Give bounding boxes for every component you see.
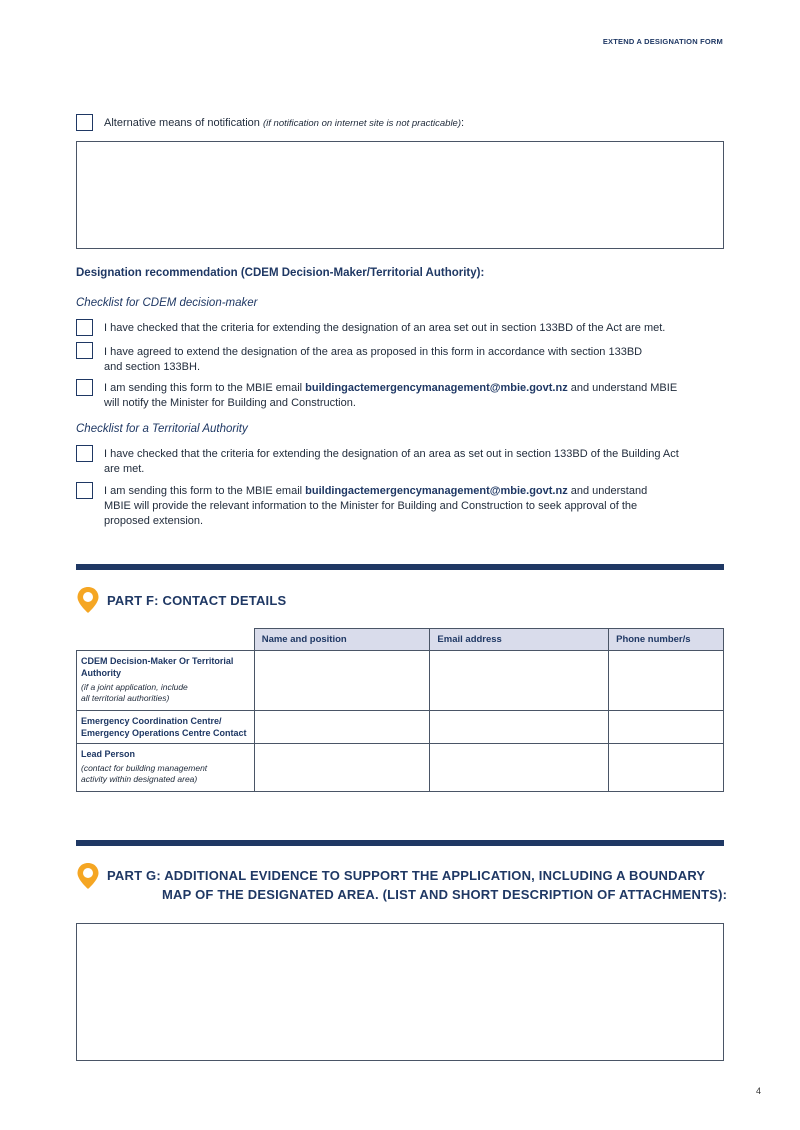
column-header-name: Name and position	[254, 629, 430, 651]
location-pin-icon	[76, 862, 100, 890]
cdem-item-1-text	[104, 321, 665, 336]
column-header-email: Email address	[430, 629, 609, 651]
ta-item-1-text	[104, 447, 679, 477]
cdem-checklist-title: Checklist for CDEM decision-maker	[76, 297, 258, 309]
row-note-lead-line2: activity within designated area)	[81, 774, 198, 784]
row-note-lead-line1: (contact for building management	[81, 763, 208, 773]
lead-phone-cell[interactable]	[609, 744, 724, 792]
table-header-row	[77, 629, 724, 651]
cdem-item-3-post: and understand MBIE	[567, 382, 678, 394]
ecc-email-cell[interactable]	[430, 711, 609, 744]
row-label-ecc	[77, 711, 255, 744]
ta-item-2-line3: proposed extension.	[104, 515, 204, 527]
cdem-name-cell[interactable]	[254, 651, 430, 711]
table-row	[77, 711, 724, 744]
ta-item-2-text	[104, 484, 647, 529]
row-label-lead-line1: Lead Person	[81, 749, 136, 759]
cdem-item-2-line1: I have agreed to extend the designation of the area as proposed in this form in accordance with section 133BD	[104, 346, 643, 358]
cdem-item-2-text	[104, 345, 642, 375]
cdem-item-2-line2: and section 133BH.	[104, 361, 201, 373]
alt-notification-label	[104, 116, 464, 131]
row-label-ecc-line2: Emergency Operations Centre Contact	[81, 728, 247, 738]
part-g-title-line1: PART G: ADDITIONAL EVIDENCE TO SUPPORT THE APPLICATION, INCLUDING A BOUNDARY	[107, 868, 706, 883]
cdem-item-1-line1: I have checked that the criteria for extending the designation of an area set out in section 133BD of the Act are met.	[104, 322, 666, 334]
row-note-cdem-line2: all territorial authorities)	[81, 693, 170, 703]
row-label-cdem	[77, 651, 255, 711]
alt-notification-suffix: :	[461, 117, 465, 129]
lead-name-cell[interactable]	[254, 744, 430, 792]
alt-notification-checkbox[interactable]	[76, 114, 93, 131]
contact-details-table	[76, 628, 724, 792]
cdem-item-3-line2: will notify the Minister for Building and Construction.	[104, 397, 356, 409]
ta-check-2[interactable]	[76, 482, 93, 499]
cdem-check-2[interactable]	[76, 342, 93, 359]
cdem-item-3-text	[104, 381, 677, 411]
row-label-ecc-line1: Emergency Coordination Centre/	[81, 716, 222, 726]
alt-notification-textbox[interactable]	[76, 141, 724, 249]
section-divider-g	[76, 840, 724, 846]
mbie-email-link-2[interactable]: buildingactemergencymanagement@mbie.govt.nz	[305, 485, 568, 497]
cdem-phone-cell[interactable]	[609, 651, 724, 711]
part-g-title-line2: MAP OF THE DESIGNATED AREA. (LIST AND SHORT DESCRIPTION OF ATTACHMENTS):	[162, 887, 728, 902]
alt-notification-text: Alternative means of notification	[104, 117, 260, 129]
row-label-lead	[77, 744, 255, 792]
ta-checklist-title: Checklist for a Territorial Authority	[76, 423, 248, 435]
ecc-name-cell[interactable]	[254, 711, 430, 744]
section-divider-f	[76, 564, 724, 570]
header-blank-cell	[77, 629, 255, 651]
page-number: 4	[756, 1086, 762, 1096]
ta-item-2-line2: MBIE will provide the relevant information to the Minister for Building and Construction to seek approval of the	[104, 500, 638, 512]
ta-item-2-pre: I am sending this form to the MBIE email	[104, 485, 306, 497]
ta-item-1-line1: I have checked that the criteria for extending the designation of an area as set out in section 133BD of the Building Act	[104, 448, 679, 460]
attachments-textbox[interactable]	[76, 923, 724, 1061]
location-pin-icon	[76, 586, 100, 614]
designation-heading: Designation recommendation (CDEM Decision-Maker/Territorial Authority):	[76, 267, 485, 279]
ecc-phone-cell[interactable]	[609, 711, 724, 744]
cdem-email-cell[interactable]	[430, 651, 609, 711]
mbie-email-link[interactable]: buildingactemergencymanagement@mbie.govt.nz	[305, 382, 568, 394]
ta-check-1[interactable]	[76, 445, 93, 462]
column-header-phone: Phone number/s	[609, 629, 724, 651]
ta-item-1-line2: are met.	[104, 463, 145, 475]
row-note-lead	[81, 763, 250, 785]
ta-item-2-post: and understand	[567, 485, 648, 497]
alt-notification-note: (if notification on internet site is not practicable)	[262, 118, 461, 129]
lead-email-cell[interactable]	[430, 744, 609, 792]
part-f-title: PART F: CONTACT DETAILS	[107, 593, 287, 608]
form-title-header: EXTEND A DESIGNATION FORM	[602, 37, 723, 46]
row-label-cdem-line2: Authority	[81, 668, 121, 678]
table-row	[77, 744, 724, 792]
table-row	[77, 651, 724, 711]
cdem-check-3[interactable]	[76, 379, 93, 396]
cdem-check-1[interactable]	[76, 319, 93, 336]
row-note-cdem	[81, 682, 250, 704]
row-label-cdem-line1: CDEM Decision-Maker Or Territorial	[81, 656, 234, 666]
row-note-cdem-line1: (if a joint application, include	[81, 682, 188, 692]
cdem-item-3-pre: I am sending this form to the MBIE email	[104, 382, 306, 394]
